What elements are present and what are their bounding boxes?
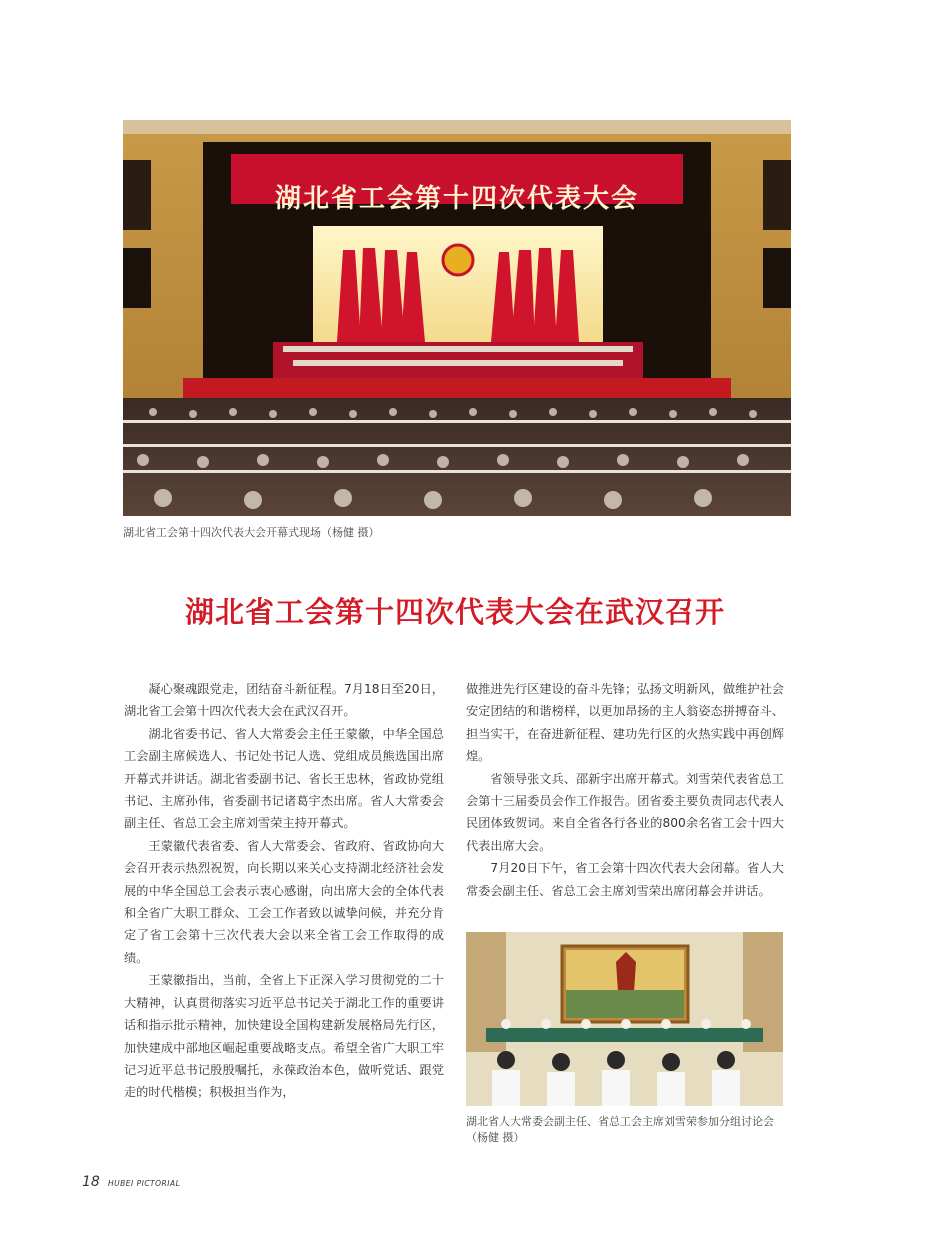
meeting-room-illustration <box>466 932 783 1106</box>
paragraph: 7月20日下午，省工会第十四次代表大会闭幕。省人大常委会副主任、省总工会主席刘雪荣出席闭幕会并讲话。 <box>466 861 784 898</box>
paragraph: 做推进先行区建设的奋斗先锋；弘扬文明新风，做维护社会安定团结的和谐榜样，以更加昂扬的主人翁姿态拼搏奋斗、担当实干，在奋进新征程、建功先行区的火热实践中再创辉煌。 <box>466 682 784 764</box>
hero-photo-caption: 湖北省工会第十四次代表大会开幕式现场（杨健 摄） <box>123 526 380 539</box>
paragraph: 王蒙徽指出，当前，全省上下正深入学习贯彻党的二十大精神，认真贯彻落实习近平总书记关于湖北工作的重要讲话和指示批示精神，加快建设全国构建新发展格局先行区，加快建成中部地区崛起重要战略支点。希望全省广大职工牢记习近平总书记殷殷嘱托，永葆政治本色，做听党话、跟党走的时代楷模；积极担当作为， <box>124 973 444 1100</box>
page-number: 18 <box>82 1174 100 1190</box>
paragraph: 湖北省委书记、省人大常委会主任王蒙徽，中华全国总工会副主席候选人、书记处书记人选、党组成员熊选国出席开幕式并讲话。湖北省委副书记、省长王忠林，省政协党组书记、主席孙伟，省委副书记诸葛宇杰出席。省人大常委会副主任、省总工会主席刘雪荣主持开幕式。 <box>124 726 444 831</box>
magazine-name: HUBEI PICTORIAL <box>107 1179 181 1188</box>
paragraph: 凝心聚魂跟党走，团结奋斗新征程。7月18日至20日，湖北省工会第十四次代表大会在武汉召开。 <box>124 682 444 719</box>
conference-banner: 湖北省工会第十四次代表大会 <box>274 184 639 214</box>
article-column-left <box>124 678 444 1104</box>
group-discussion-photo <box>466 932 783 1106</box>
article-column-right <box>466 678 784 902</box>
paragraph: 省领导张文兵、邵新宇出席开幕式。刘雪荣代表省总工会第十三届委员会作工作报告。团省委主要负责同志代表人民团体致贺词。来自全省各行各业的800余名省工会十四大代表出席大会。 <box>466 771 784 853</box>
opening-ceremony-photo <box>123 120 791 516</box>
meeting-photo-caption: 湖北省人大常委会副主任、省总工会主席刘雪荣参加分组讨论会（杨健 摄） <box>466 1115 774 1144</box>
paragraph: 王蒙徽代表省委、省人大常委会、省政府、省政协向大会召开表示热烈祝贺，向长期以来关心支持湖北经济社会发展的中华全国总工会表示衷心感谢，向出席大会的全体代表和全省广大职工群众、工会工作者致以诚挚问候，并充分肯定了省工会第十三次代表大会以来全省工会工作取得的成绩。 <box>124 838 444 965</box>
page-folio <box>82 1174 180 1190</box>
article-headline: 湖北省工会第十四次代表大会在武汉召开 <box>184 595 725 629</box>
